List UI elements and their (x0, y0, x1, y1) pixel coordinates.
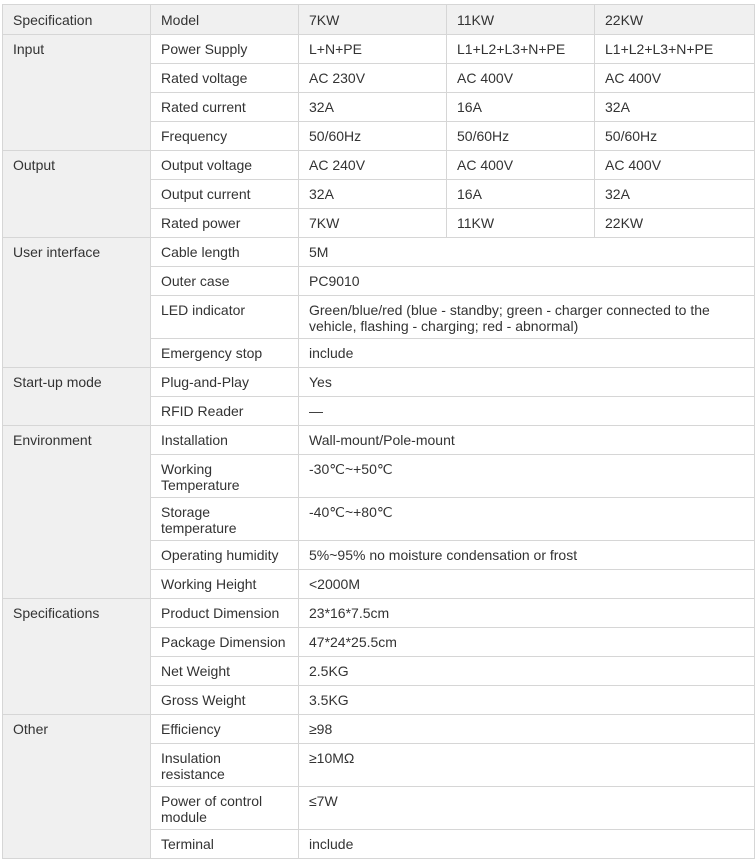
parameter-label: Insulation resistance (151, 744, 299, 787)
parameter-label: Package Dimension (151, 628, 299, 657)
table-row (3, 238, 755, 267)
parameter-label: Outer case (151, 267, 299, 296)
value-cell: ≥98 (299, 715, 755, 744)
value-cell: 32A (299, 93, 447, 122)
value-cell: 5M (299, 238, 755, 267)
spec-body (3, 35, 755, 859)
value-cell: -40℃~+80℃ (299, 498, 755, 541)
parameter-label: Working Height (151, 570, 299, 599)
parameter-label: Product Dimension (151, 599, 299, 628)
value-cell: 16A (447, 180, 595, 209)
table-row (3, 426, 755, 455)
group-label: Output (3, 151, 151, 238)
value-cell: 2.5KG (299, 657, 755, 686)
parameter-label: Rated current (151, 93, 299, 122)
spec-table (2, 4, 755, 859)
value-cell: 32A (299, 180, 447, 209)
table-row (3, 151, 755, 180)
value-cell: 5%~95% no moisture condensation or frost (299, 541, 755, 570)
group-label: Start-up mode (3, 368, 151, 426)
value-cell: -30℃~+50℃ (299, 455, 755, 498)
value-cell: include (299, 830, 755, 859)
value-cell: Wall-mount/Pole-mount (299, 426, 755, 455)
value-cell: ≤7W (299, 787, 755, 830)
value-cell: AC 240V (299, 151, 447, 180)
parameter-label: Operating humidity (151, 541, 299, 570)
header-11kw: 11KW (447, 5, 595, 35)
value-cell: 50/60Hz (447, 122, 595, 151)
value-cell: 50/60Hz (299, 122, 447, 151)
value-cell: L1+L2+L3+N+PE (595, 35, 755, 64)
value-cell: Yes (299, 368, 755, 397)
header-row (3, 5, 755, 35)
value-cell: 22KW (595, 209, 755, 238)
group-label: Specifications (3, 599, 151, 715)
value-cell: 32A (595, 180, 755, 209)
table-row (3, 368, 755, 397)
parameter-label: RFID Reader (151, 397, 299, 426)
parameter-label: Power of control module (151, 787, 299, 830)
parameter-label: Output current (151, 180, 299, 209)
parameter-label: LED indicator (151, 296, 299, 339)
parameter-label: Net Weight (151, 657, 299, 686)
parameter-label: Gross Weight (151, 686, 299, 715)
parameter-label: Storage temperature (151, 498, 299, 541)
parameter-label: Installation (151, 426, 299, 455)
parameter-label: Cable length (151, 238, 299, 267)
value-cell: Green/blue/red (blue - standby; green - charger connected to the vehicle, flashing - charging; red - abnormal) (299, 296, 755, 339)
value-cell: 16A (447, 93, 595, 122)
value-cell: 7KW (299, 209, 447, 238)
value-cell: — (299, 397, 755, 426)
value-cell: L+N+PE (299, 35, 447, 64)
value-cell: 3.5KG (299, 686, 755, 715)
parameter-label: Emergency stop (151, 339, 299, 368)
header-model: Model (151, 5, 299, 35)
parameter-label: Plug-and-Play (151, 368, 299, 397)
value-cell: AC 400V (447, 64, 595, 93)
value-cell: L1+L2+L3+N+PE (447, 35, 595, 64)
parameter-label: Rated power (151, 209, 299, 238)
parameter-label: Frequency (151, 122, 299, 151)
header-specification: Specification (3, 5, 151, 35)
parameter-label: Output voltage (151, 151, 299, 180)
parameter-label: Power Supply (151, 35, 299, 64)
group-label: User interface (3, 238, 151, 368)
value-cell: PC9010 (299, 267, 755, 296)
value-cell: 11KW (447, 209, 595, 238)
value-cell: ≥10MΩ (299, 744, 755, 787)
value-cell: 50/60Hz (595, 122, 755, 151)
value-cell: 32A (595, 93, 755, 122)
header-7kw: 7KW (299, 5, 447, 35)
value-cell: AC 400V (595, 64, 755, 93)
parameter-label: Efficiency (151, 715, 299, 744)
header-22kw: 22KW (595, 5, 755, 35)
value-cell: 47*24*25.5cm (299, 628, 755, 657)
group-label: Other (3, 715, 151, 859)
value-cell: <2000M (299, 570, 755, 599)
value-cell: 23*16*7.5cm (299, 599, 755, 628)
value-cell: AC 400V (447, 151, 595, 180)
value-cell: include (299, 339, 755, 368)
value-cell: AC 400V (595, 151, 755, 180)
parameter-label: Working Temperature (151, 455, 299, 498)
table-row (3, 599, 755, 628)
table-row (3, 35, 755, 64)
group-label: Environment (3, 426, 151, 599)
parameter-label: Rated voltage (151, 64, 299, 93)
group-label: Input (3, 35, 151, 151)
value-cell: AC 230V (299, 64, 447, 93)
table-row (3, 715, 755, 744)
parameter-label: Terminal (151, 830, 299, 859)
